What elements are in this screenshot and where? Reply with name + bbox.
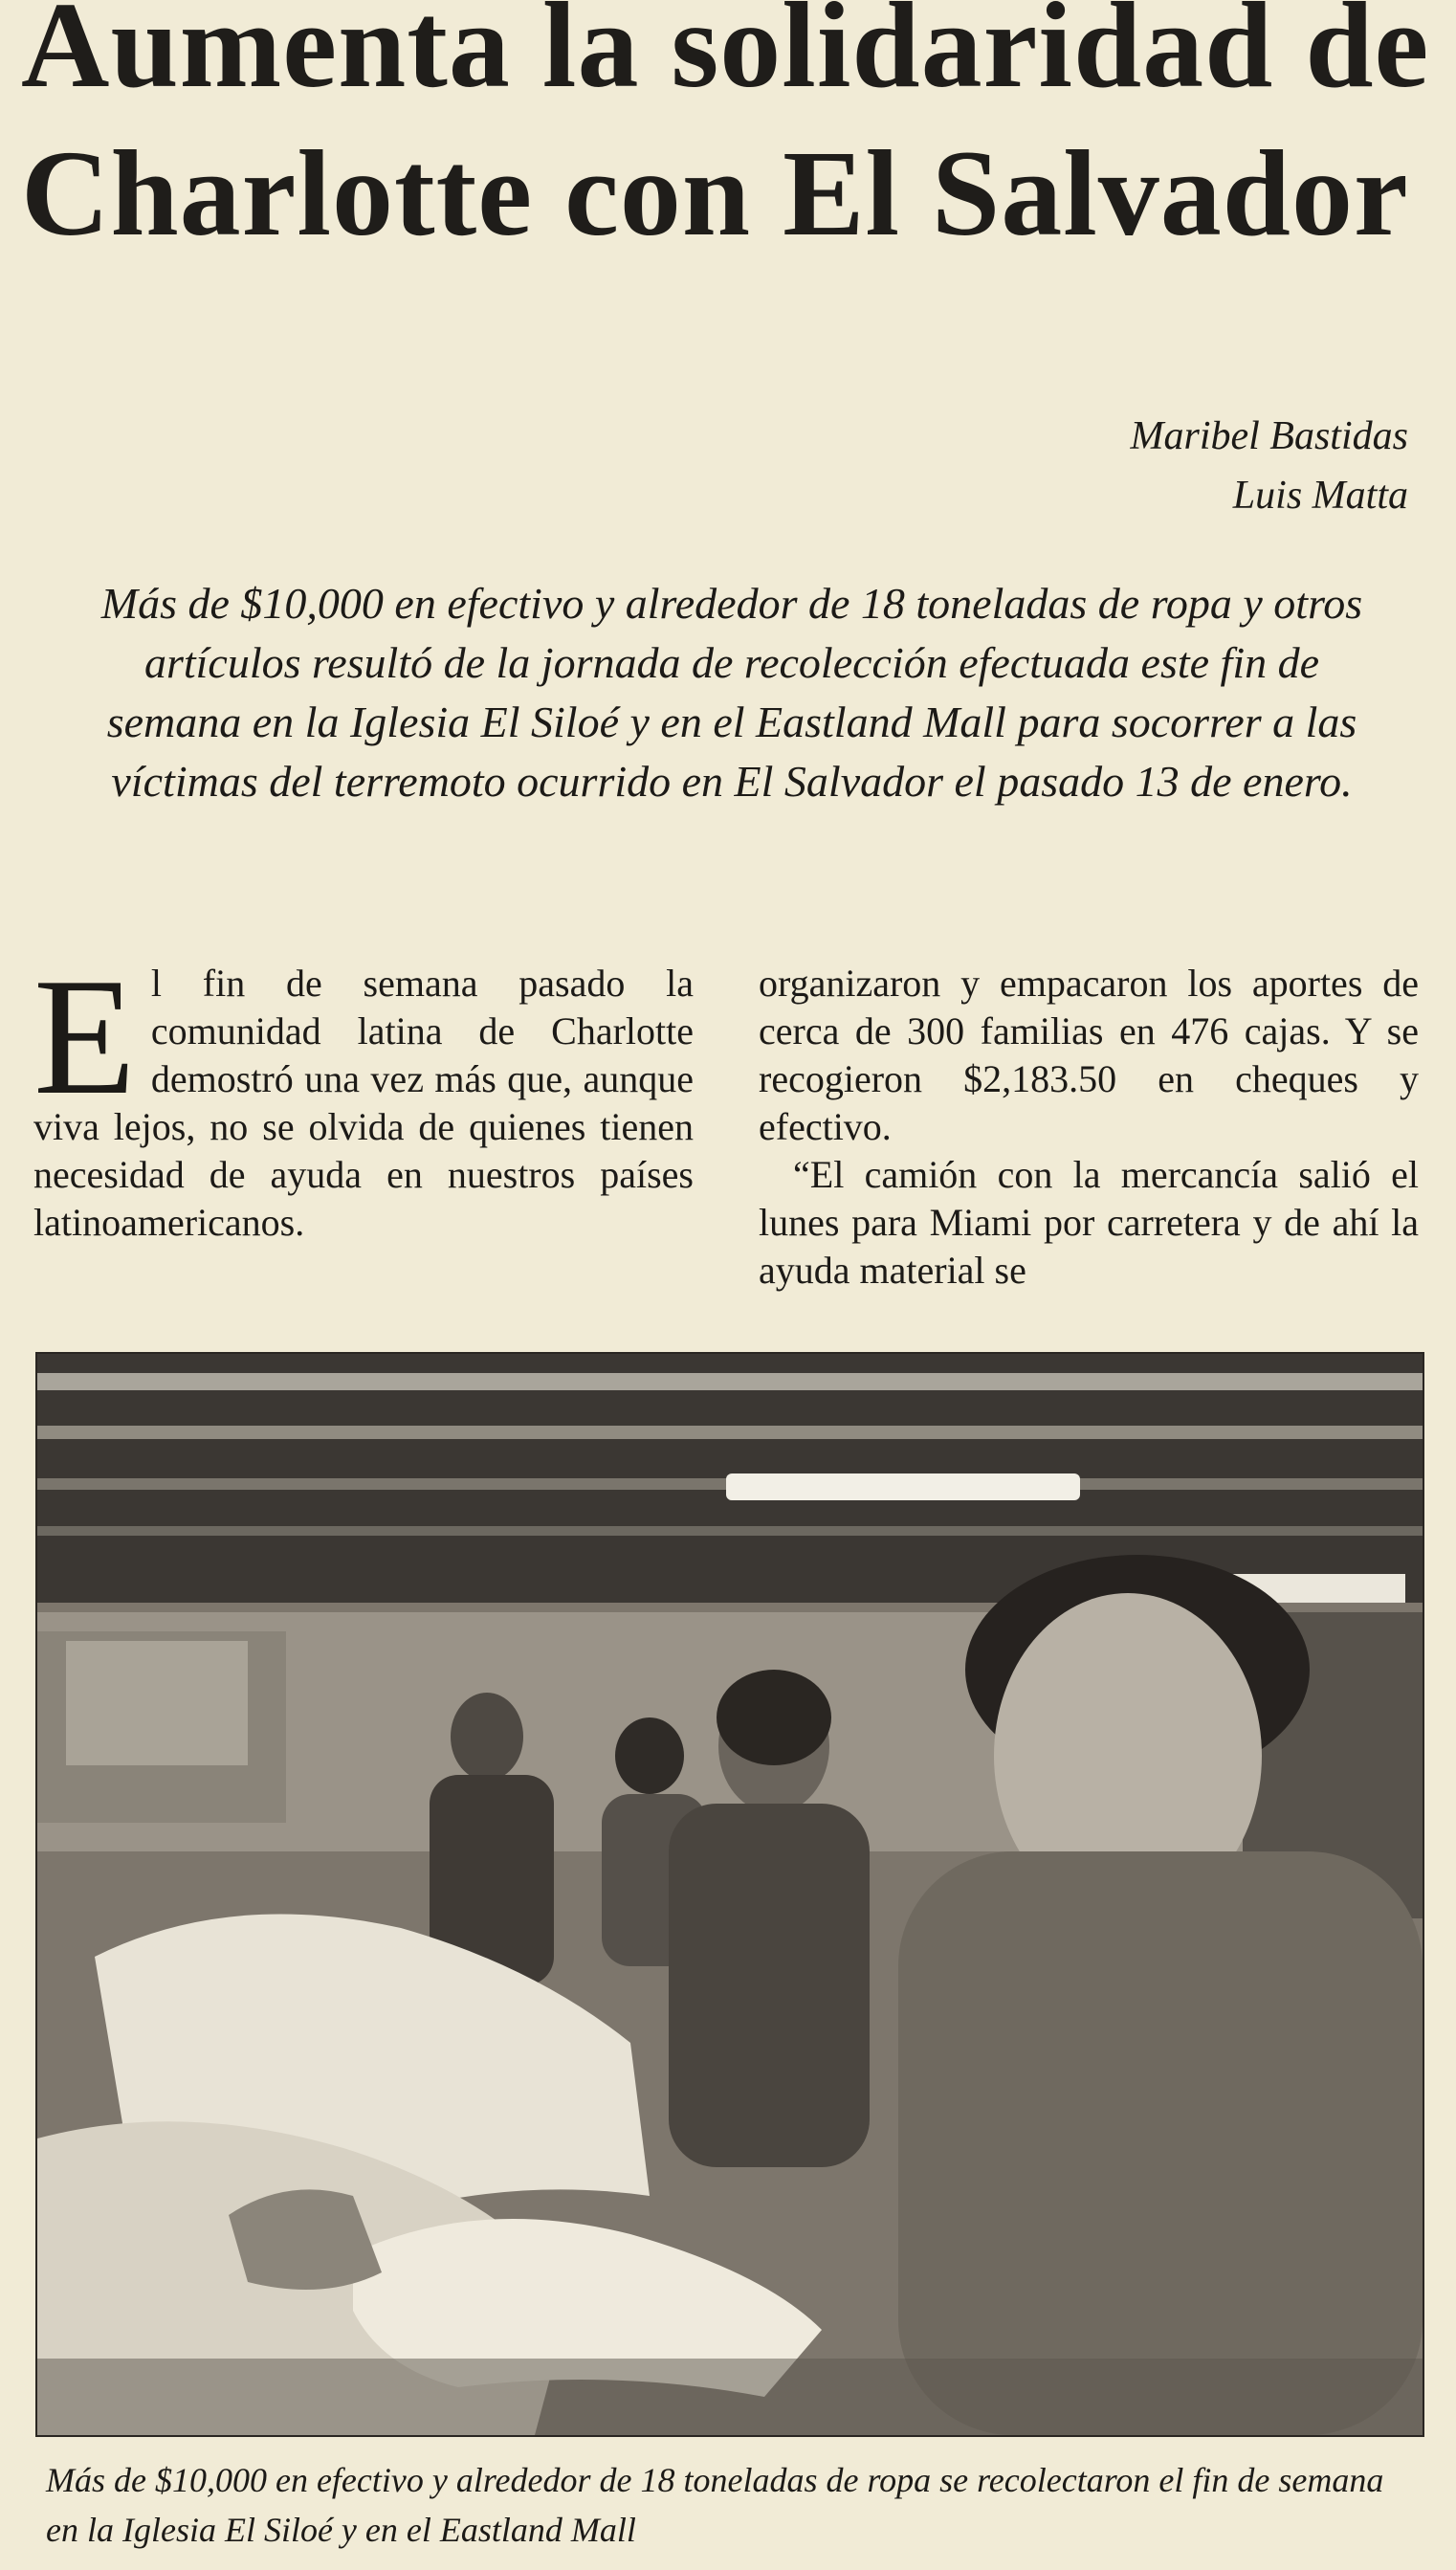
photo-illustration	[37, 1354, 1423, 2435]
body-column-right	[759, 960, 1419, 1295]
photo-caption: Más de $10,000 en efectivo y alrededor de 18 toneladas de ropa se recolectaron el fin de semana en la Iglesia El Siloé y en el Eastland Mall	[46, 2461, 1384, 2549]
author-name: Maribel Bastidas	[1130, 414, 1408, 458]
body-paragraph: l fin de semana pasado la comunidad latina de Charlotte demostró una vez más que, aunque viva lejos, no se olvida de quienes tienen necesidad de ayuda en nuestros países latinoamericanos.	[33, 962, 694, 1244]
article-deck: Más de $10,000 en efectivo y alrededor de 18 toneladas de ropa y otros artículos resultó de la jornada de recolección efectuada este fin de semana en la Iglesia El Siloé y en el Eastland Mall para socorrer a las víctimas del terremoto ocurrido en El Salvador el pasado 13 de enero.	[100, 579, 1363, 806]
drop-cap: E	[33, 943, 136, 1129]
body-column-left	[33, 943, 694, 1247]
article-photo	[35, 1352, 1424, 2437]
body-paragraph: organizaron y empacaron los aportes de cerca de 300 familias en 476 cajas. Y se recogieron $2,183.50 en cheques y efectivo.	[759, 962, 1419, 1148]
byline	[1131, 407, 1409, 525]
body-paragraph: “El camión con la mercancía salió el lunes para Miami por carretera y de ahí la ayuda material se	[759, 1153, 1419, 1292]
author-name: Luis Matta	[1232, 474, 1408, 518]
headline: Aumenta la solidaridad de Charlotte con El Salvador	[21, 0, 1430, 261]
